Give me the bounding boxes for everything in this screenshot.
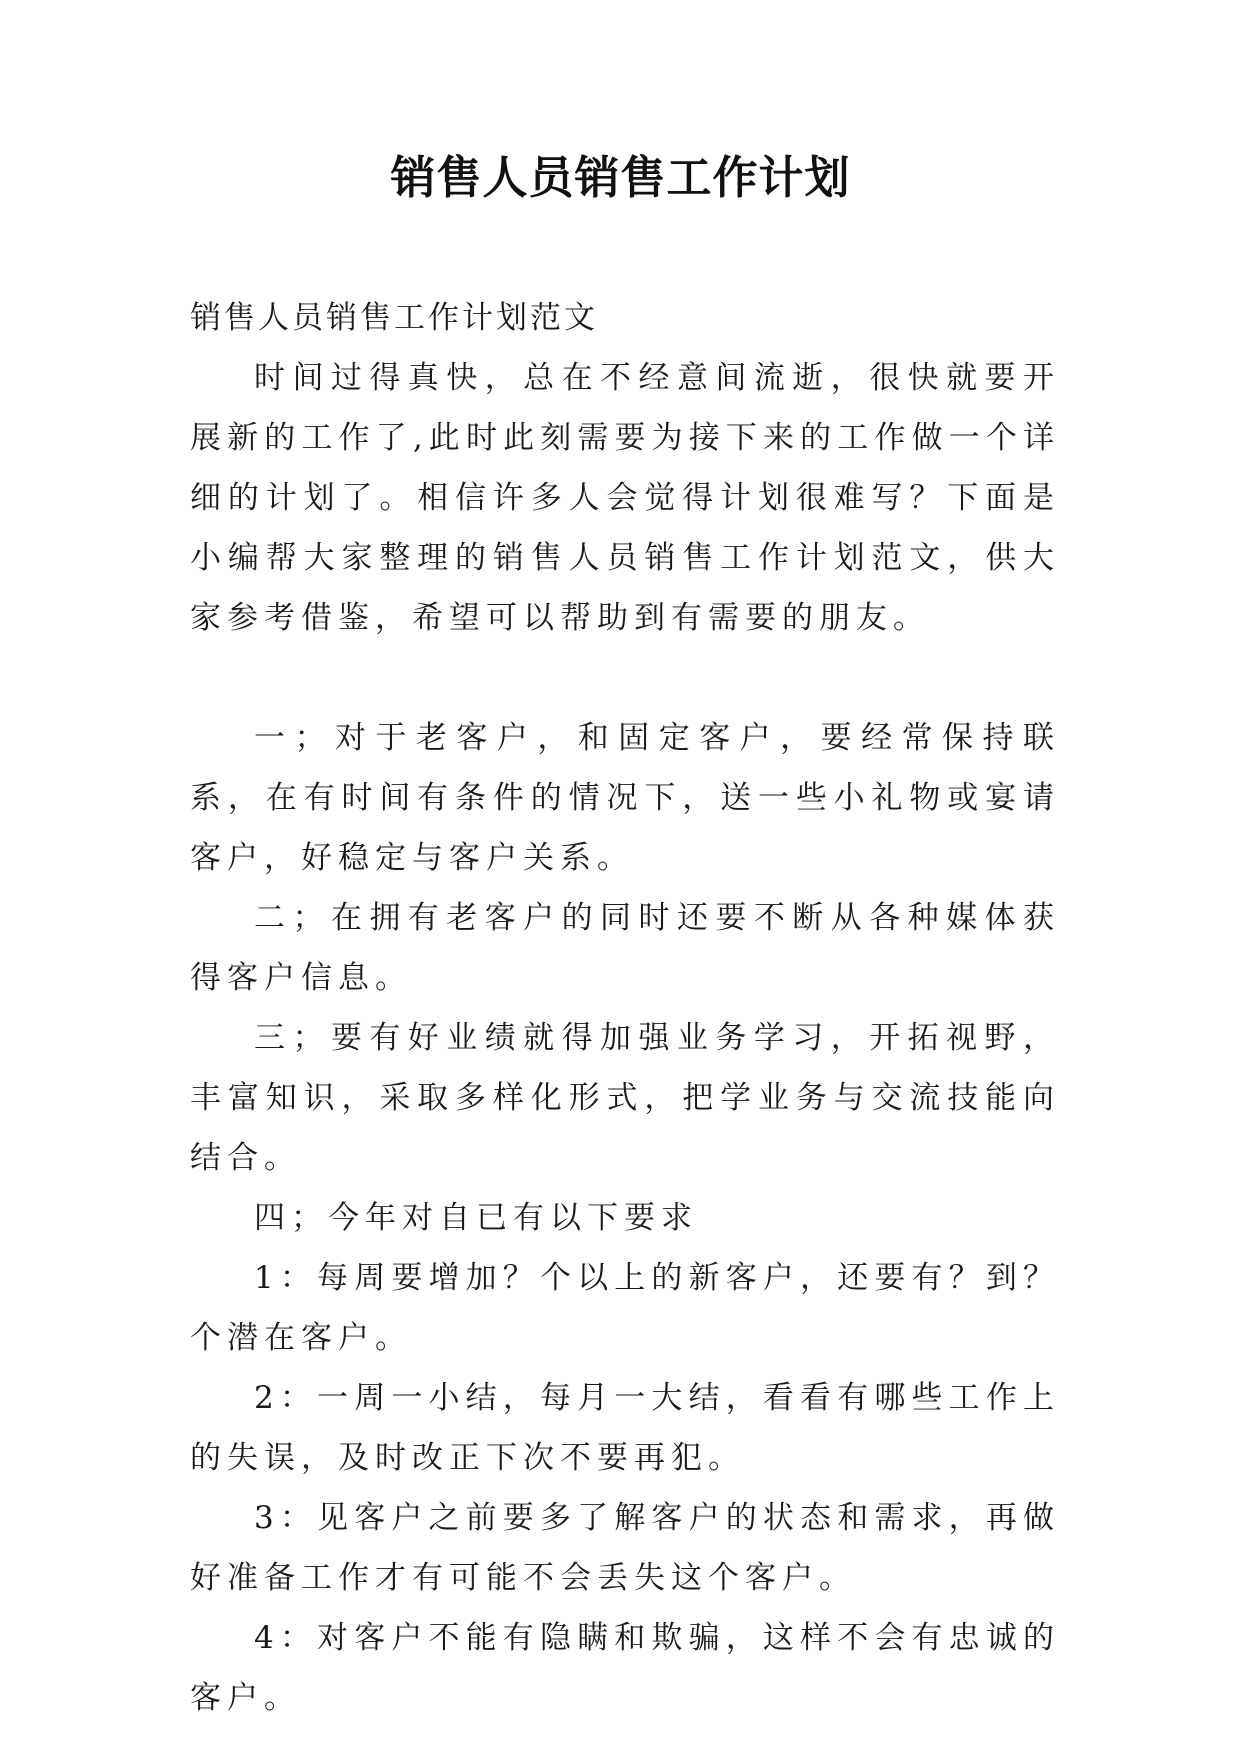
intro-paragraph: 时间过得真快，总在不经意间流逝，很快就要开展新的工作了,此时此刻需要为接下来的工作做一个详细的计划了。相信许多人会觉得计划很难写？下面是小编帮大家整理的销售人员销售工作计划范文，供大家参考借鉴，希望可以帮助到有需要的朋友。 (190, 360, 1060, 636)
requirement-item-2: 2：一周一小结，每月一大结，看看有哪些工作上的失误，及时改正下次不要再犯。 (190, 1380, 1060, 1476)
plan-item-3: 三；要有好业绩就得加强业务学习，开拓视野，丰富知识，采取多样化形式，把学业务与交流技能向结合。 (190, 1020, 1060, 1176)
paragraph-spacer (190, 648, 1060, 708)
plan-item-1: 一；对于老客户，和固定客户，要经常保持联系，在有时间有条件的情况下，送一些小礼物或宴请客户，好稳定与客户关系。 (190, 720, 1060, 876)
document-body (190, 288, 1060, 1728)
document-subtitle: 销售人员销售工作计划范文 (190, 300, 598, 336)
requirement-item-4: 4：对客户不能有隐瞒和欺骗，这样不会有忠诚的客户。 (190, 1620, 1060, 1716)
plan-item-4: 四；今年对自已有以下要求 (254, 1200, 698, 1236)
requirement-item-1: 1：每周要增加？个以上的新客户，还要有？到？个潜在客户。 (190, 1260, 1060, 1356)
document-title: 销售人员销售工作计划 (390, 151, 851, 204)
requirement-item-3: 3：见客户之前要多了解客户的状态和需求，再做好准备工作才有可能不会丢失这个客户。 (190, 1500, 1060, 1596)
plan-item-2: 二；在拥有老客户的同时还要不断从各种媒体获得客户信息。 (190, 900, 1060, 996)
